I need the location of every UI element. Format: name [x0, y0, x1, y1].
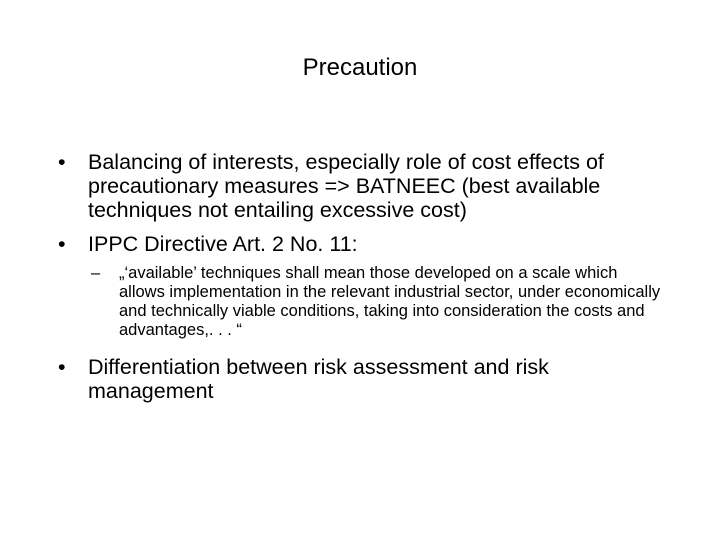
sub-bullet-item-available-techniques: [91, 264, 666, 340]
slide-title: Precaution: [302, 54, 418, 81]
bullet-item-ippc-directive: [58, 232, 678, 256]
bullet-text: Balancing of interests, especially role of cost effects of precautionary measures => BATNEEC (best available techniques not entailing excessive cost): [88, 150, 604, 222]
bullet-marker: •: [58, 232, 66, 256]
bullet-marker: •: [58, 355, 66, 379]
bullet-item-balancing: [58, 150, 678, 222]
bullet-marker: •: [58, 150, 66, 174]
sub-bullet-marker: –: [91, 264, 101, 282]
bullet-text: IPPC Directive Art. 2 No. 11:: [88, 232, 358, 256]
bullet-item-differentiation: [58, 355, 678, 403]
bullet-text: Differentiation between risk assessment and risk management: [88, 355, 549, 403]
sub-bullet-text: „‘available’ techniques shall mean those developed on a scale which allows implementation in the relevant industrial sector, under economically and technically viable conditions, taking into consideration the costs and advantages,. . . “: [119, 264, 661, 339]
